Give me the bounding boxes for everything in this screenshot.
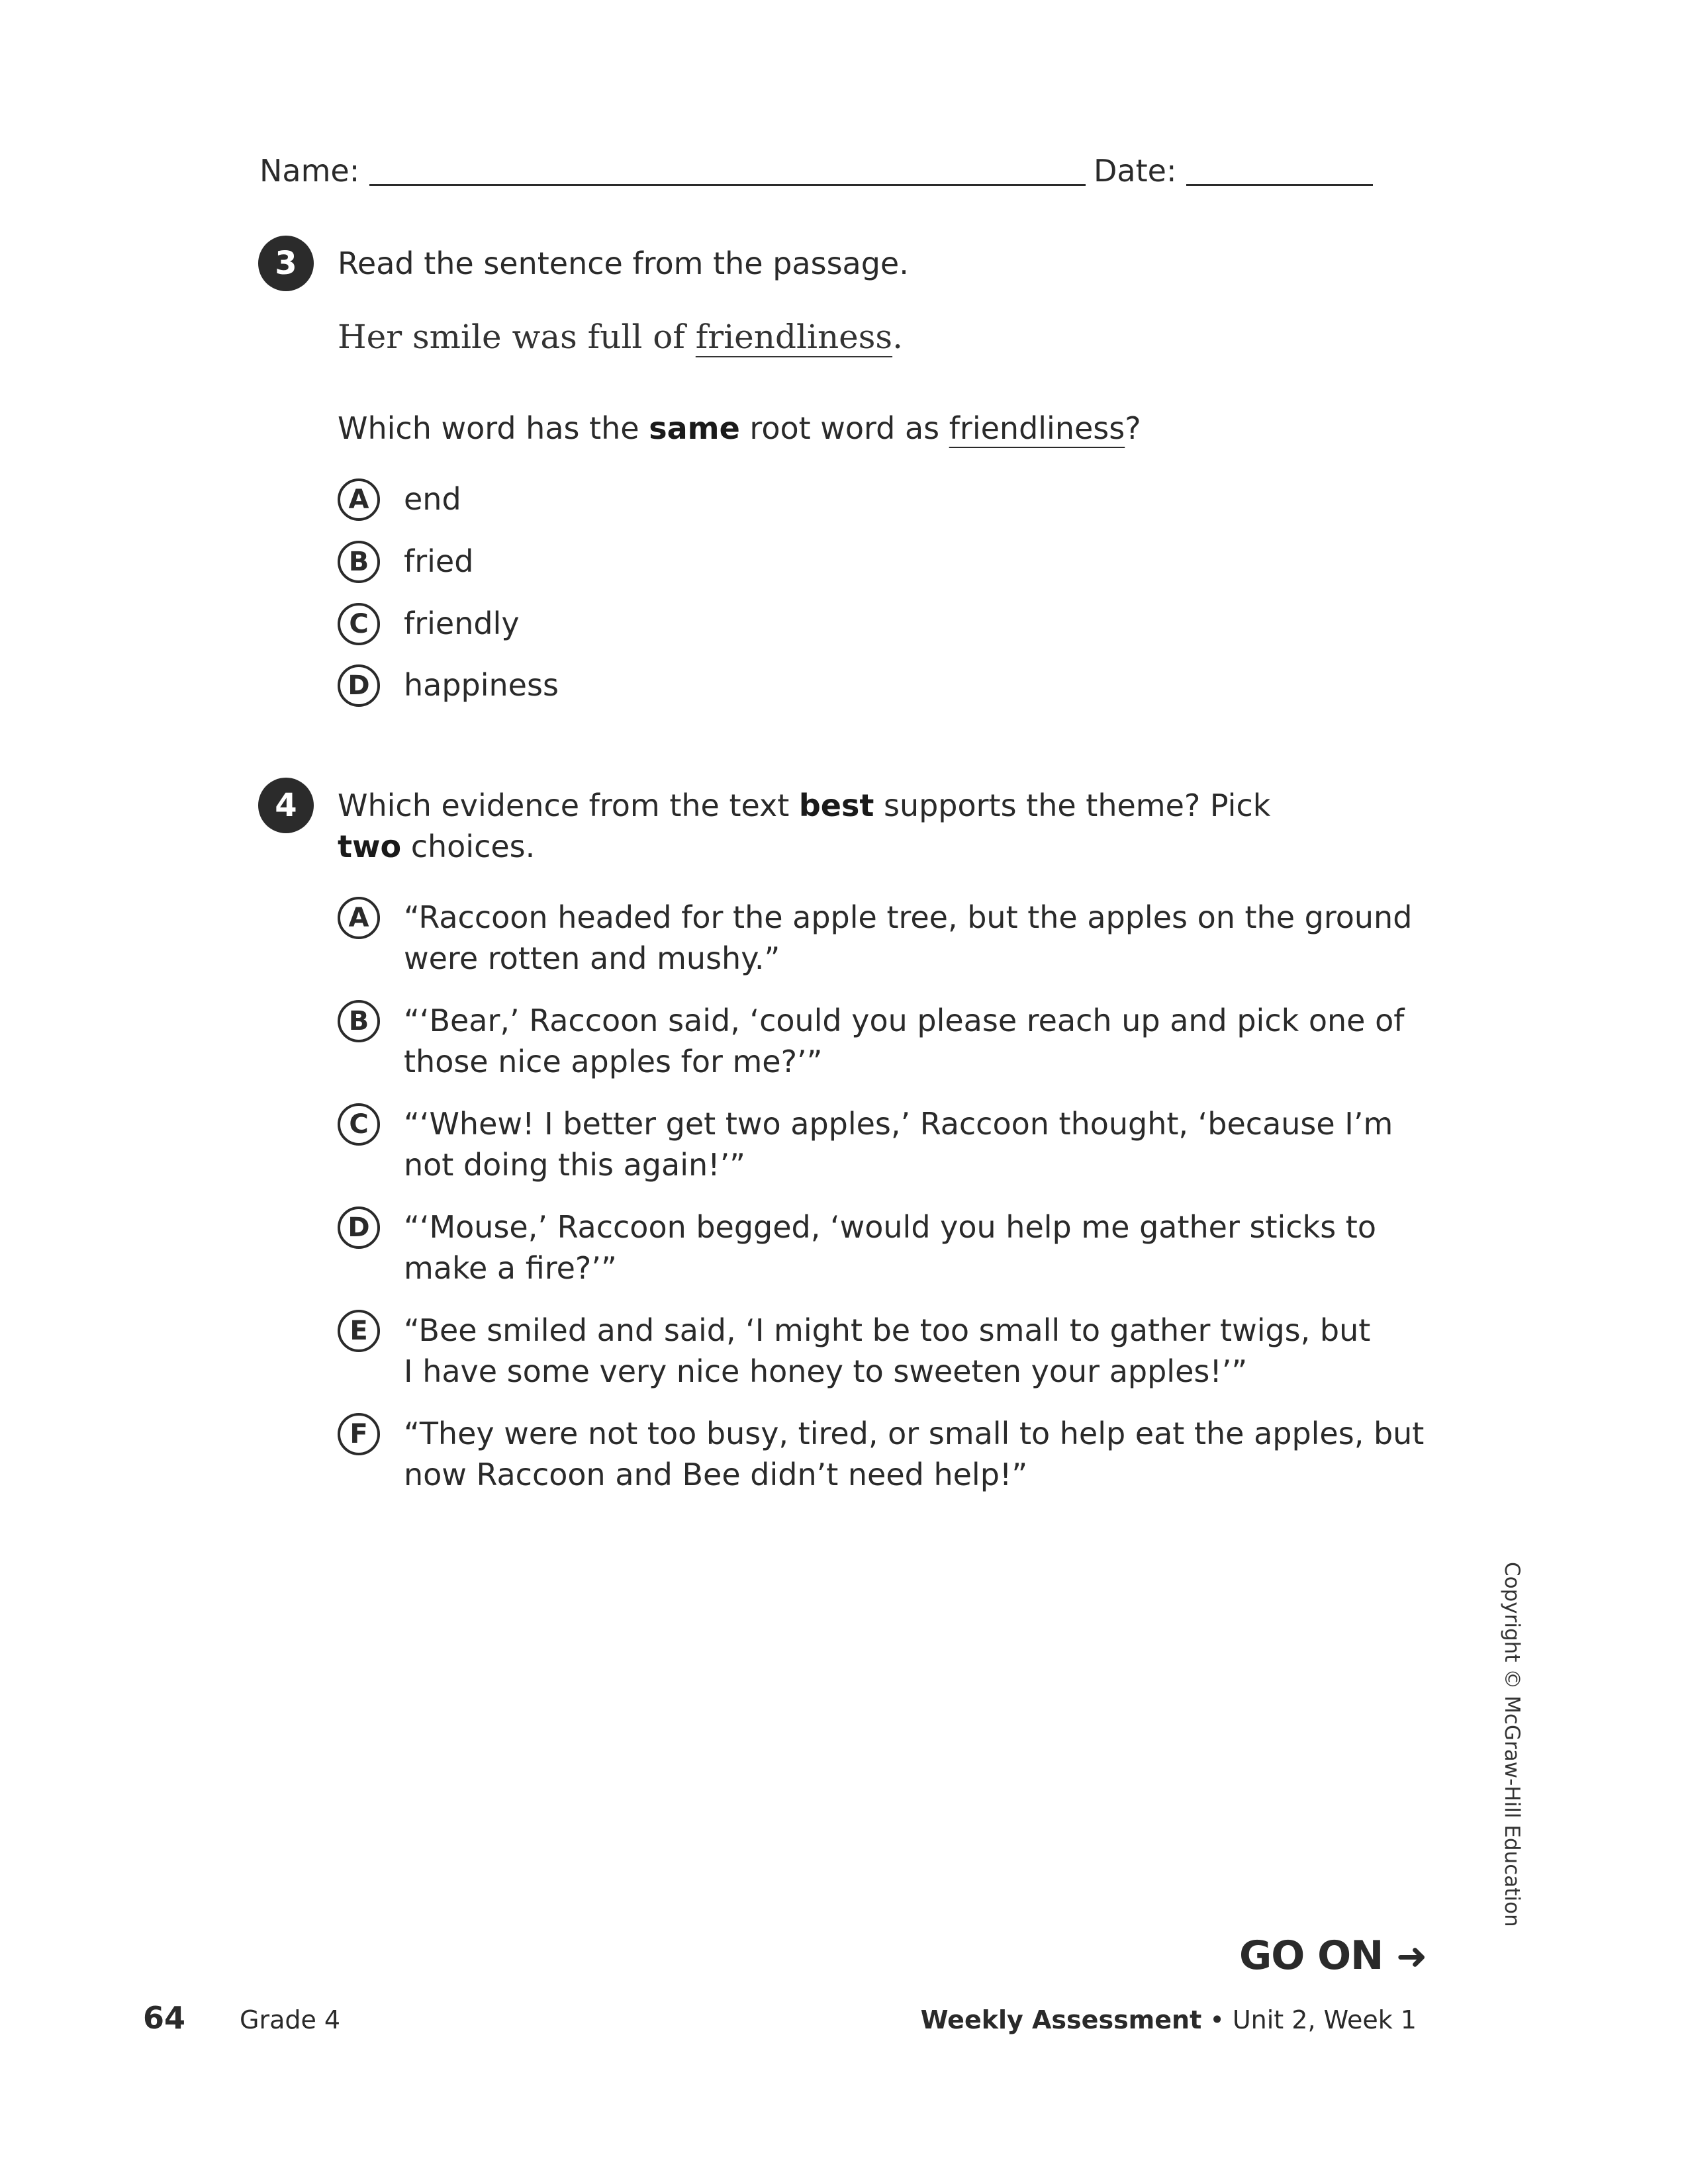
assessment-unit-week: • Unit 2, Week 1 bbox=[1201, 2005, 1417, 2034]
answer-bubble-b[interactable]: B bbox=[338, 541, 380, 583]
go-on-label: GO ON bbox=[1239, 1933, 1383, 1979]
q3-option-a[interactable] bbox=[338, 478, 1450, 521]
quote-text-after: . bbox=[892, 318, 903, 356]
name-label: Name: bbox=[259, 153, 360, 189]
answer-bubble-a[interactable]: A bbox=[338, 897, 380, 939]
question-3-number: 3 bbox=[258, 236, 314, 291]
answer-bubble-c[interactable]: C bbox=[338, 1103, 380, 1146]
answer-bubble-a[interactable]: A bbox=[338, 478, 380, 521]
arrow-right-icon: ➜ bbox=[1396, 1935, 1427, 1978]
q3-option-a-text: end bbox=[404, 481, 461, 517]
q4-option-a[interactable] bbox=[338, 897, 1450, 979]
go-on-indicator bbox=[1239, 1933, 1427, 1979]
question-4-number: 4 bbox=[258, 778, 314, 833]
q3-text-3: ? bbox=[1125, 410, 1141, 446]
question-4-prompt bbox=[338, 785, 1410, 867]
q4-option-c[interactable] bbox=[338, 1103, 1450, 1185]
date-label: Date: bbox=[1094, 153, 1177, 189]
q4-option-c-text: “‘Whew! I better get two apples,’ Raccoon thought, ‘because I’m not doing this again!’” bbox=[404, 1106, 1393, 1183]
q3-option-b[interactable] bbox=[338, 541, 1450, 583]
q4-option-b-text: “‘Bear,’ Raccoon said, ‘could you please reach up and pick one of those nice apples for me?’” bbox=[404, 1003, 1405, 1079]
answer-bubble-e[interactable]: E bbox=[338, 1310, 380, 1352]
q4-option-e-text: “Bee smiled and said, ‘I might be too small to gather twigs, but I have some very nice honey to sweeten your apples!’” bbox=[404, 1312, 1371, 1389]
answer-bubble-b[interactable]: B bbox=[338, 1000, 380, 1042]
q3-text-1: Which word has the bbox=[338, 410, 649, 446]
q4-option-f-text: “They were not too busy, tired, or small to help eat the apples, but now Raccoon and Bee didn’t need help!” bbox=[404, 1416, 1425, 1492]
grade-label: Grade 4 bbox=[240, 2005, 341, 2034]
question-3-prompt: Read the sentence from the passage. bbox=[338, 246, 909, 281]
q4-option-a-text: “Raccoon headed for the apple tree, but the apples on the ground were rotten and mushy.” bbox=[404, 899, 1413, 976]
answer-bubble-d[interactable]: D bbox=[338, 664, 380, 707]
q4-option-d-text: “‘Mouse,’ Raccoon begged, ‘would you help me gather sticks to make a fire?’” bbox=[404, 1209, 1376, 1286]
passage-quote bbox=[338, 318, 903, 356]
quote-underlined-word: friendliness bbox=[695, 318, 893, 356]
q3-option-c-text: friendly bbox=[404, 606, 520, 641]
assessment-label bbox=[921, 2005, 1417, 2034]
q4-option-d[interactable] bbox=[338, 1206, 1450, 1289]
q4-bold-best: best bbox=[798, 788, 874, 823]
date-field[interactable] bbox=[1186, 184, 1373, 186]
q4-text-3: choices. bbox=[401, 829, 536, 864]
q3-option-d[interactable] bbox=[338, 664, 1450, 707]
assessment-title: Weekly Assessment bbox=[920, 2005, 1202, 2034]
q3-option-c[interactable] bbox=[338, 603, 1450, 645]
q4-text-2: supports the theme? Pick bbox=[874, 788, 1271, 823]
q4-text-1: Which evidence from the text bbox=[338, 788, 799, 823]
q3-text-2: root word as bbox=[739, 410, 949, 446]
answer-bubble-f[interactable]: F bbox=[338, 1413, 380, 1455]
copyright-notice: Copyright © McGraw-Hill Education bbox=[1500, 1562, 1524, 1927]
q3-option-d-text: happiness bbox=[404, 667, 559, 703]
q3-underlined-word: friendliness bbox=[949, 410, 1125, 446]
q4-option-b[interactable] bbox=[338, 1000, 1450, 1082]
q4-bold-two: two bbox=[338, 829, 402, 864]
answer-bubble-d[interactable]: D bbox=[338, 1206, 380, 1249]
q4-option-f[interactable] bbox=[338, 1413, 1450, 1495]
page-number: 64 bbox=[143, 2000, 186, 2036]
q3-option-b-text: fried bbox=[404, 543, 474, 579]
answer-bubble-c[interactable]: C bbox=[338, 603, 380, 645]
q4-option-e[interactable] bbox=[338, 1310, 1450, 1392]
question-3-question bbox=[338, 408, 1410, 449]
name-field[interactable] bbox=[369, 184, 1086, 186]
quote-text-before: Her smile was full of bbox=[338, 318, 696, 356]
q3-bold-same: same bbox=[649, 410, 740, 446]
